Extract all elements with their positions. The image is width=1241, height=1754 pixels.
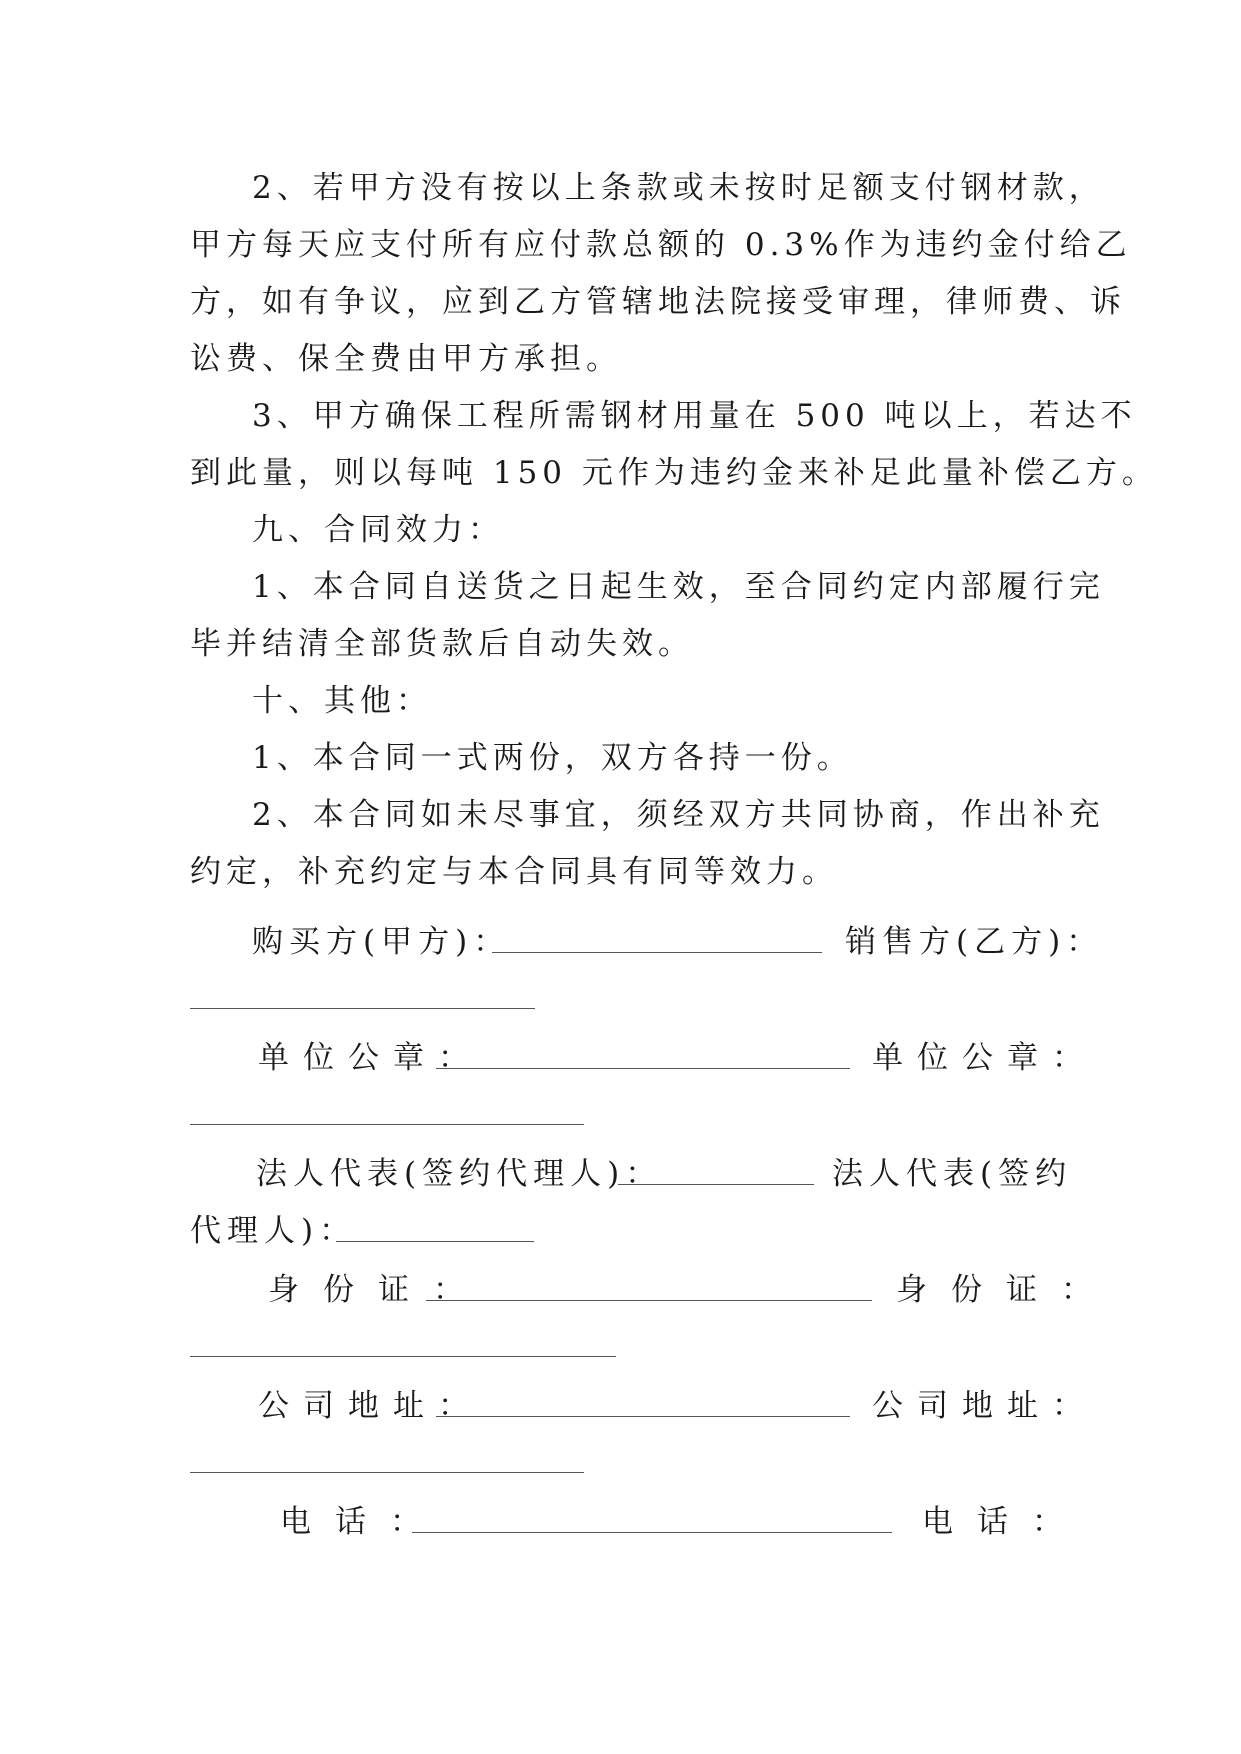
- section-10-clause-2-line-2: 约定，补充约定与本合同具有同等效力。: [190, 854, 838, 890]
- clause-2-line-4: 讼费、保全费由甲方承担。: [190, 341, 622, 377]
- section-9-clause-1-line-1: 1、本合同自送货之日起生效，至合同约定内部履行完: [252, 569, 1105, 605]
- section-10-clause-1: 1、本合同一式两份，双方各持一份。: [252, 740, 853, 776]
- id-blank-seller[interactable]: [190, 1356, 616, 1357]
- rep-blank-seller[interactable]: [336, 1241, 534, 1242]
- id-label-seller: 身份证：: [896, 1272, 1116, 1308]
- clause-2-line-2: 甲方每天应支付所有应付款总额的 0.3%作为违约金付给乙: [190, 227, 1132, 263]
- seller-label: 销售方(乙方)：: [845, 924, 1104, 960]
- address-label-seller: 公司地址：: [872, 1388, 1097, 1424]
- id-blank-buyer[interactable]: [426, 1300, 872, 1301]
- phone-blank-buyer[interactable]: [412, 1532, 892, 1533]
- clause-3-line-1: 3、甲方确保工程所需钢材用量在 500 吨以上，若达不: [252, 398, 1137, 434]
- seal-label-buyer: 单位公章：: [258, 1040, 483, 1076]
- address-blank-buyer[interactable]: [436, 1416, 850, 1417]
- section-9-heading: 九、合同效力：: [252, 512, 504, 548]
- buyer-label: 购买方(甲方)：: [252, 924, 511, 960]
- section-10-heading: 十、其他：: [252, 683, 432, 719]
- clause-2-line-3: 方，如有争议，应到乙方管辖地法院接受审理，律师费、诉: [190, 284, 1126, 320]
- section-9-clause-1-line-2: 毕并结清全部货款后自动失效。: [190, 626, 694, 662]
- rep-label-buyer: 法人代表(签约代理人)：: [256, 1156, 663, 1192]
- clause-3-line-2: 到此量，则以每吨 150 元作为违约金来补足此量补偿乙方。: [190, 455, 1158, 491]
- rep-label-seller-line-1: 法人代表(签约: [832, 1156, 1073, 1192]
- phone-label-seller: 电话：: [922, 1504, 1087, 1540]
- id-label-buyer: 身份证：: [268, 1272, 488, 1308]
- rep-blank-buyer[interactable]: [618, 1184, 814, 1185]
- seller-blank[interactable]: [190, 1008, 535, 1009]
- section-10-clause-2-line-1: 2、本合同如未尽事宜，须经双方共同协商，作出补充: [252, 797, 1105, 833]
- clause-2-line-1: 2、若甲方没有按以上条款或未按时足额支付钢材款，: [252, 170, 1105, 206]
- address-label-buyer: 公司地址：: [258, 1388, 483, 1424]
- seal-label-seller: 单位公章：: [872, 1040, 1097, 1076]
- rep-label-seller-line-2: 代理人)：: [190, 1213, 357, 1249]
- address-blank-seller[interactable]: [190, 1472, 584, 1473]
- seal-blank-seller[interactable]: [190, 1124, 584, 1125]
- seal-blank-buyer[interactable]: [436, 1068, 850, 1069]
- phone-label-buyer: 电话：: [280, 1504, 445, 1540]
- buyer-blank[interactable]: [492, 952, 822, 953]
